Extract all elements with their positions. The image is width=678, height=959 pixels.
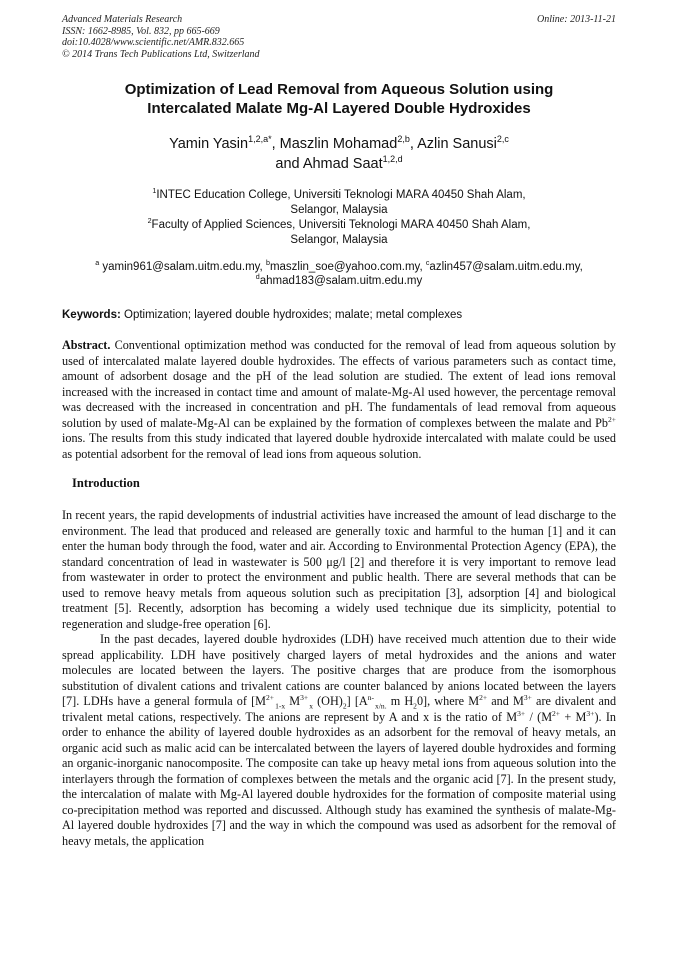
email-link[interactable]: yamin961@salam.uitm.edu.my,: [102, 261, 263, 273]
subscript: x: [309, 701, 313, 711]
author-name: Ahmad Saat: [302, 156, 383, 172]
formula-text: M: [289, 694, 301, 708]
author-name: Azlin Sanusi: [417, 136, 497, 152]
author-list: Yamin Yasin$^{1,2,a*}$, Maszlin Mohamad$^{2,b}$, Azlin Sanusi$^{2,c}$ and Ahmad Saat$^{1,2,d}$: [169, 134, 509, 172]
formula-text: ] [A: [346, 694, 368, 708]
keywords-text: Optimization; layered double hydroxides; malate; metal complexes: [124, 309, 463, 321]
affiliations: [62, 188, 616, 248]
section-heading-introduction: Introduction: [72, 476, 140, 490]
affil-text: Selangor, Malaysia: [290, 234, 388, 246]
abstract-text: Conventional optimization method was conducted for the removal of lead from aqueous solution by used of intercalated malate layered double hydroxides. The effects of various parameters such as contact time, amount of adsorbent dosage and the pH of the lead solution are studied. The extent of lead ions removal increased with the increased in contact time and amount of malate-Mg-Al used however, the percentage removal was decreased with the increased in concentration and pH. The fundamentals of lead removal from aqueous solution by used of malate-Mg-Al can be explained by the formation of complexes between the malate and Pb: [62, 338, 616, 430]
abstract-superscript: 2+: [607, 414, 616, 424]
author-affil-mark: 2,c: [496, 134, 509, 145]
paragraph-text: In the past decades, layered double hydroxides (LDH) have received much attention due to their wide spread applicability. LDH have positively charged layers of metal hydroxides and the anions and water molecules are located between the layers. The positive charges that are produce from the isomorphous substitution of divalent cations and trivalent cations are counter balanced by anions located between the layers [7]. LDHs have a general formula of [M: [62, 632, 616, 708]
online-date: Online: 2013-11-21: [537, 14, 616, 25]
paragraph-text: are divalent and trivalent metal cations, respectively. The anions are represent by A and x is the ratio of M: [62, 694, 617, 724]
superscript: 3+: [586, 708, 595, 718]
paper-title: [62, 80, 616, 118]
affil-text: INTEC Education College, Universiti Teknologi MARA 40450 Shah Alam,: [156, 189, 526, 201]
author-emails: [62, 260, 616, 288]
keywords: [62, 308, 616, 322]
superscript: 2+: [266, 692, 275, 702]
email-link[interactable]: azlin457@salam.uitm.edu.my,: [429, 261, 583, 273]
formula-text: (OH): [317, 694, 343, 708]
journal-info: [62, 14, 260, 60]
journal-issn: ISSN: 1662-8985, Vol. 832, pp 665-669: [62, 25, 220, 37]
author-and: and: [275, 156, 300, 172]
abstract-text: ions. The results from this study indicated that layered double hydroxide intercalated with malate could be used as potential adsorbent for the removal of lead ions from aqueous solution.: [62, 431, 616, 461]
intro-paragraph-1: In recent years, the rapid developments of industrial activities have increased the amount of lead discharge to the environment. The lead that produced and released are generally toxic and harmful to the human [1] and it can enter the human body through the food, water and air. According to Environmental Protection Agency (EPA), the standard concentration of lead in wastewater is 500 μg/l [2] and therefore it is very important to remove lead from wastewater in order to protect the environment and public health. There are several methods that can be used to remove heavy metals from aqueous solution such as precipitation [3], adsorption [4] and biological treatment [5]. Recently, adsorption has becoming a widely used technique due its simplicity, potential to regeneration and sludge-free operation [6].: [62, 508, 616, 631]
title-line-1: Optimization of Lead Removal from Aqueous Solution using: [124, 81, 554, 98]
journal-doi: doi:10.4028/www.scientific.net/AMR.832.665: [62, 37, 245, 48]
formula-text: m H: [390, 694, 414, 708]
superscript: 3+: [523, 692, 532, 702]
affil-text: Selangor, Malaysia: [290, 204, 388, 216]
author-affil-mark: 1,2,d: [382, 154, 403, 165]
author-affil-mark: 2,b: [397, 134, 410, 145]
email-mark: a: [95, 259, 100, 268]
superscript: 3+: [300, 692, 309, 702]
journal-copyright: © 2014 Trans Tech Publications Ltd, Switzerland: [62, 48, 260, 60]
subscript: 2: [413, 701, 417, 711]
subscript: 1-x: [275, 701, 286, 711]
superscript: n-: [367, 692, 375, 702]
affil-text: Faculty of Applied Sciences, Universiti Teknologi MARA 40450 Shah Alam,: [151, 219, 531, 231]
email-mark: b: [265, 259, 270, 268]
superscript: 3+: [517, 708, 526, 718]
affil-number: 2: [147, 217, 152, 226]
email-link[interactable]: ahmad183@salam.uitm.edu.my: [259, 275, 423, 287]
abstract: [62, 338, 616, 462]
author-name: Maszlin Mohamad: [279, 136, 398, 152]
paragraph-text: + M: [564, 709, 587, 724]
keywords-label: Keywords:: [62, 309, 121, 321]
paragraph-text: 0], where M: [416, 694, 480, 708]
email-link[interactable]: maszlin_soe@yahoo.com.my,: [269, 261, 423, 273]
paragraph-text: ). In order to enhance the ability of layered double hydroxides as an adsorbent for the removal of heavy metals, an organic acid such as malic acid can be intercalated between the layers of layered double hydroxides and forming an organic-inorganic nanocomposite. The composite can take up heavy metal ions from aqueous solution into the interlayers through the formation of complexes between the metals and the organic acid [7]. In the present study, the intercalation of malate with Mg-Al layered double hydroxides for the formation of composite material using co-precipitation method was reported and discussed. Although study has examined the synthesis of malate-Mg-Al layered double hydroxides [7] and the way in which the compound was used as adsorbent for the removal of heavy metals, the application: [62, 709, 617, 848]
subscript: x/n.: [375, 701, 387, 711]
email-mark: d: [255, 273, 260, 282]
paragraph-text: and M: [491, 694, 524, 708]
paragraph-text: / (M: [529, 709, 553, 724]
journal-name: Advanced Materials Research: [62, 14, 183, 25]
affil-number: 1: [152, 187, 157, 196]
journal-header: [62, 14, 616, 60]
subscript: 2: [342, 701, 347, 711]
abstract-label: Abstract.: [62, 338, 111, 352]
author-name: Yamin Yasin: [169, 136, 249, 152]
superscript: 2+: [479, 692, 488, 702]
intro-paragraph-2: [62, 632, 616, 849]
title-line-2: Intercalated Malate Mg-Al Layered Double Hydroxides: [147, 100, 531, 117]
email-mark: c: [425, 259, 430, 268]
superscript: 2+: [552, 708, 561, 718]
author-affil-mark: 1,2,a*: [248, 134, 272, 145]
